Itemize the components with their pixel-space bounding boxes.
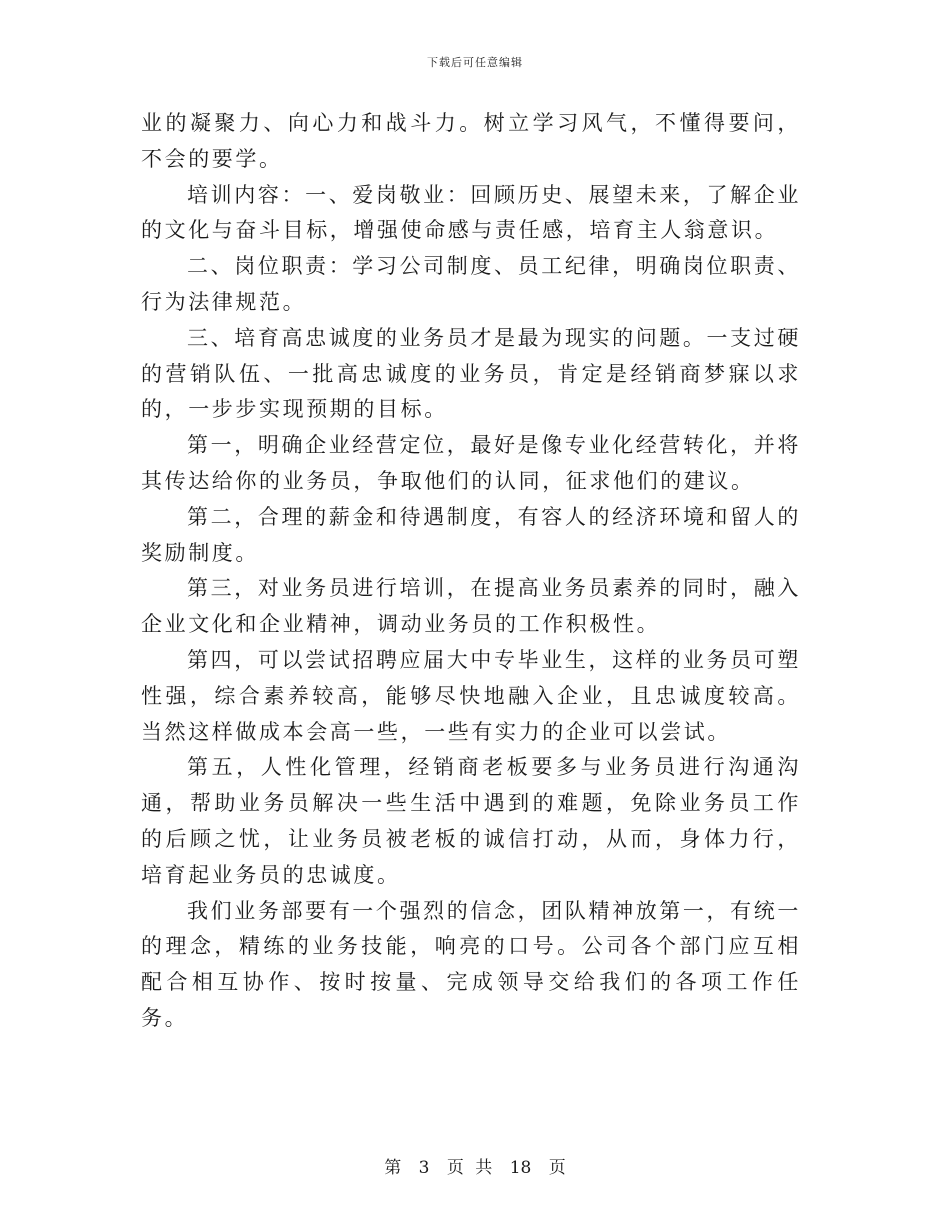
paragraph: 我们业务部要有一个强烈的信念，团队精神放第一，有统一的理念，精练的业务技能，响亮的口号。公司各个部门应互相配合相互协作、按时按量、完成领导交给我们的各项工作任务。 [141, 898, 801, 1030]
paragraph: 培训内容：一、爱岗敬业：回顾历史、展望未来，了解企业的文化与奋斗目标，增强使命感与责任感，培育主人翁意识。 [141, 182, 801, 243]
footer-prefix: 第 [384, 1158, 402, 1178]
paragraph: 第五，人性化管理，经销商老板要多与业务员进行沟通沟通，帮助业务员解决一些生活中遇到的难题，免除业务员工作的后顾之忧，让业务员被老板的诚信打动，从而，身体力行，培育起业务员的忠诚度。 [141, 755, 801, 887]
paragraph: 第二，合理的薪金和待遇制度，有容人的经济环境和留人的奖励制度。 [141, 504, 801, 565]
total-pages-number: 18 [509, 1158, 532, 1178]
page-footer [0, 1153, 950, 1178]
paragraph: 三、培育高忠诚度的业务员才是最为现实的问题。一支过硬的营销队伍、一批高忠诚度的业务员，肯定是经销商梦寐以求的，一步步实现预期的目标。 [141, 325, 801, 422]
paragraph: 第一，明确企业经营定位，最好是像专业化经营转化，并将其传达给你的业务员，争取他们的认同，征求他们的建议。 [141, 433, 801, 493]
footer-suffix: 页 [548, 1158, 566, 1178]
paragraph: 第四，可以尝试招聘应届大中专毕业生，这样的业务员可塑性强，综合素养较高，能够尽快地融入企业，且忠诚度较高。当然这样做成本会高一些，一些有实力的企业可以尝试。 [141, 647, 801, 744]
document-body [141, 106, 801, 1037]
paragraph: 第三，对业务员进行培训，在提高业务员素养的同时，融入企业文化和企业精神，调动业务员的工作积极性。 [141, 576, 801, 637]
page-header: 下载后可任意编辑 [427, 56, 523, 69]
paragraph: 二、岗位职责：学习公司制度、员工纪律，明确岗位职责、行为法律规范。 [141, 254, 801, 314]
current-page-number: 3 [418, 1158, 430, 1178]
paragraph: 业的凝聚力、向心力和战斗力。树立学习风气，不懂得要问，不会的要学。 [141, 111, 801, 171]
footer-middle: 页 共 [446, 1158, 493, 1178]
